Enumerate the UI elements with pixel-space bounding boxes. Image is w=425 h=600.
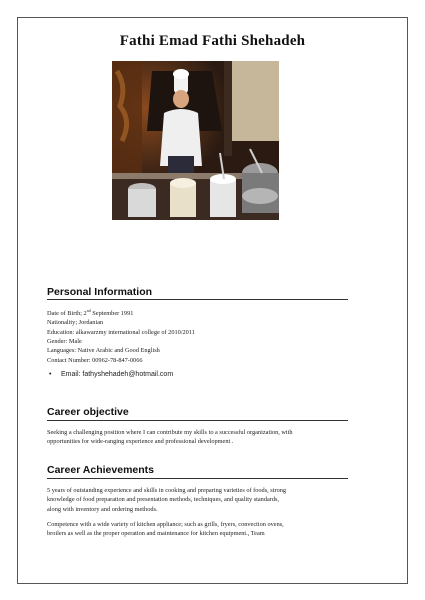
objective-line: opportunities for wide-ranging experience and professional development . — [47, 438, 234, 446]
candidate-name: Fathi Emad Fathi Shehadeh — [119, 33, 306, 49]
section-divider — [47, 299, 348, 300]
achievement-line: knowledge of food preparation and presentation methods, techniques, and quality standards, — [47, 496, 280, 504]
career-objective-heading: Career objective — [47, 406, 129, 418]
personal-information-heading: Personal Information — [47, 286, 153, 298]
profile-photo — [112, 61, 279, 220]
education: Education: alkawarzmy international college of 2010/2011 — [47, 328, 195, 336]
career-objective-text — [47, 428, 347, 447]
achievements-paragraph-2 — [47, 520, 347, 539]
achievement-line: along with inventory and ordering methods. — [47, 505, 158, 513]
email-bullet — [47, 371, 173, 378]
languages: Languages: Native Arabic and Good English — [47, 347, 160, 355]
achievement-line: Competence with a wide variety of kitchen appliance; such as grills, fryers, convection ovens, — [47, 521, 284, 528]
personal-details — [47, 306, 195, 365]
section-divider — [47, 420, 348, 421]
chef-photo-illustration — [112, 61, 279, 220]
nationality: Nationality; Jordanian — [47, 319, 104, 327]
bullet-dot-icon: • — [49, 371, 52, 378]
date-of-birth: Date of Birth; 2nd September 1991 — [47, 308, 134, 318]
contact-number: Contact Number: 00962-78-847-0066 — [47, 356, 143, 364]
email-text[interactable]: Email: fathyshehadeh@hotmail.com — [61, 371, 174, 378]
section-divider — [47, 478, 348, 479]
gender: Gender: Male — [47, 337, 82, 345]
achievements-paragraph-1 — [47, 486, 347, 514]
objective-line: Seeking a challenging position where I can contribute my skills to a successful organization, with — [47, 429, 293, 436]
achievement-line: 5 years of outstanding experience and skills in cooking and preparing varieties of foods, strong — [47, 487, 287, 494]
achievement-line: broilers as well as the proper operation and maintenance for kitchen equipment., Team — [47, 530, 265, 538]
career-achievements-heading: Career Achievements — [47, 464, 154, 476]
